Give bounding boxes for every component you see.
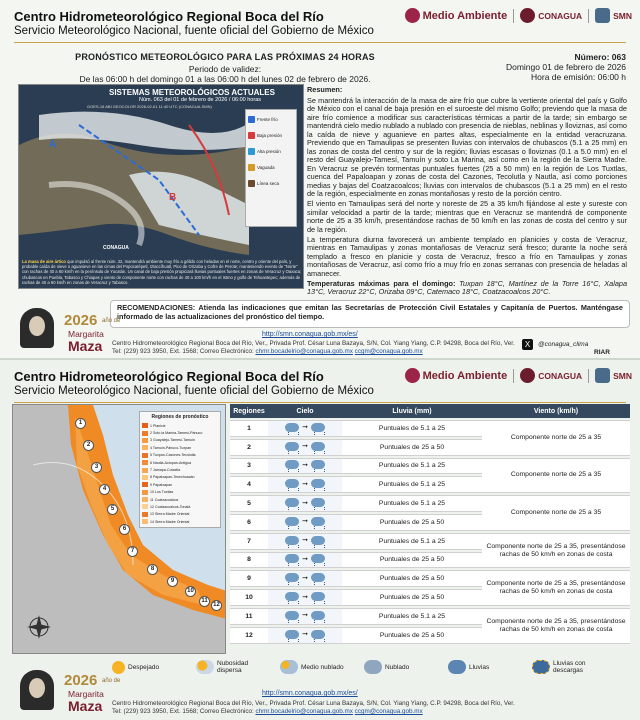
rain-cloud-icon [285,423,299,432]
satellite-legend: Frente frío Baja presión Alta presión Vaguada Línea seca [245,109,297,227]
sky-cell [268,608,342,625]
col-lluvia: Lluvia (mm) [342,404,482,418]
satellite-subtitle: Núm. 063 del 01 de febrero de 2026 / 06:00 horas [139,97,262,103]
rain-cloud-icon [285,611,299,620]
satellite-caption: La masa de aire ártico que impulsó al frente núm. 32, mantendrá ambiente muy frío a gélido con heladas en el norte, centro y oriente del país, y probable caída de nieve o aguanieve en las cimas del Popocatépetl, Iztaccíhuatl, Pico de Orizaba y Cofre de Perote; manteniendo evento de "Norte" con rachas de 40 a 60 km/h en la península de Yucatán. Un canal de baja presión propiciará lluvias puntuales fuertes en zonas de Veracruz y Oaxaca; chubascos en Puebla, Tabasco y Chiapas y viento de componente norte con rachas de 40 a 100 km/h en el Istmo y golfo de Tehuantepec; además de rachas de 40 a 60 km/h en zonas de Veracruz y Tabasco. [22,259,302,285]
satellite-title: SISTEMAS METEOROLÓGICOS ACTUALES [109,88,275,97]
rain-cloud-icon [311,442,325,451]
arrow-icon: ➞ [302,593,308,601]
region-cell: 10 [230,589,268,606]
logos [405,368,632,383]
mostly-cloudy-icon [280,660,298,674]
wind-cell: Componente norte de 25 a 35 [482,458,630,494]
region-cell: 7 [230,533,268,550]
smn-icon [595,368,610,383]
smn-logo: SMN [595,8,632,23]
footer-address: Centro Hidrometeorológico Regional Boca del Río, Ver., Privada Prof. César Luna Bazaya, S/N, Col. Yiang Yiang, C.P. 94298, Boca del Río, Ver. Tel: (229) 923 3950, Ext. 1568; Correo Electrónico: chmr.bocadelrio@conagua.gob.mx ccgm@conagua.gob.mx [112,340,515,355]
rain-cloud-icon [311,573,325,582]
cloud-icon [364,660,382,674]
region-label: 1 [75,418,86,429]
table-row [230,570,630,587]
recommendations: RECOMENDACIONES: Atienda las indicaciones que emitan las Secretarías de Protección Civil Estatales y Capitanía de Puertos. Manténgase informado de las actualizaciones del pronóstico del tiempo. [110,300,630,328]
medio-ambiente-logo: Medio Ambiente [405,8,508,23]
arrow-icon: ➞ [302,631,308,639]
region-cell: 6 [230,514,268,531]
sky-cell [268,420,342,437]
region-cell: 11 [230,608,268,625]
region-label: 11 [199,596,210,607]
sky-legend: Despejado Nubosidad dispersa Medio nublado Nublado Lluvias Lluvias con descargas [112,660,610,674]
thunderstorm-icon [532,660,550,674]
satellite-conagua-logo: CONAGUA [103,245,129,251]
wind-cell: Componente norte de 25 a 35 [482,420,630,456]
rain-cloud-icon [285,573,299,582]
region-label: 9 [167,576,178,587]
wind-cell: Componente norte de 25 a 35 [482,495,630,531]
footer-address: Centro Hidrometeorológico Regional Boca del Río, Ver., Privada Prof. César Luna Bazaya, S/N, Col. Yiang Yiang, C.P. 94298, Boca del Río, Ver. Tel: (229) 923 3950, Ext. 1568; Correo Electrónico: chmr.bocadelrio@conagua.gob.mx ccgm@conagua.gob.mx [112,700,515,715]
rain-cell: Puntuales de 25 a 50 [342,627,482,644]
sky-cell [268,476,342,493]
regions-legend: Regiones de pronóstico 1 Planicie 2 Soto la Marina-Tamesí-Pánuco 3 Guayalejo-Tamesí-Tamuín 4 Tamuín-Pánuco-Tuxpan 5 Tuxpan-Cazones-Tecolutla 6 Nautla-Actopan-Antigua 7 Jamapa-Cotaxtla 8 Papaloapan-Tesechoacán 9 Papaloapan 10 Los Tuxtlas 11 Coatzacoalcos 12 Coatzacoalcos-Tonalá 13 Sierra Madre Oriental 14 Sierra Madre Oriental [139,411,221,528]
table-row [230,608,630,625]
rain-cloud-icon [311,479,325,488]
rain-cell: Puntuales de 5.1 a 25 [342,458,482,475]
sky-cell [268,533,342,550]
arrow-icon: ➞ [302,574,308,582]
wind-cell: Componente norte de 25 a 35, presentándose rachas de 50 km/h en zonas de costa [482,570,630,606]
region-label: 6 [119,524,130,535]
region-cell: 8 [230,552,268,569]
rain-cloud-icon [311,460,325,469]
bulletin-validity: Periodo de validez: De las 06:00 h del domingo 01 a las 06:00 h del lunes 02 de febrero de 2026. [79,64,371,84]
region-label: 7 [127,546,138,557]
summary: Resumen: Se mantendrá la interacción de la masa de aire frío que cubre la vertiente oriental del país y Golfo de México con el canal de baja presión en el suroeste del mismo Golfo; previendo que la masa de aire frío comience a modificar sus características térmicas a partir de la tarde; sin embargo se mantendrá cielo medio nublado a nublado con presencia de nieblas, neblinas y lloviznas, así como la caída de nieve y aguanieve en partes altas, especialmente en la entidad veracruzana. Previendo que en Tamaulipas se presenten lluvias con intervalos de chubascos (5.1 a 25 mm) en las zonas de costa del centro y sur de la región; lluvias escasas o lloviznas (0.1 a 5.0 mm) en el resto del Guayalejo-Tamesí, Tamuín y soto La Marina, así como en la región de la Sierra Madre. En Veracruz se prevén tormentas puntuales fuertes (25 a 50 mm) en la región de Los Tuxtlas, cuenca del Papaloapan y zonas de costa del Cazones, Tecolutla y Nautla, así como porciones medias y bajas del Coatzacoalcos; lluvias con intervalos de chubascos (5.1 a 25 mm) en el resto de la región, especialmente en zonas montañosas y resto de la porción centro. El viento en Tamaulipas será del norte y noreste de 25 a 35 km/h fijándose al este y sureste con similar velocidad a partir de la tarde; mientras que en Veracruz se mantendrá de componente norte de 25 a 35 km/h, presentándose rachas de 50 km/h en las zonas de costa del centro y sur de la región. La temperatura diurna favorecerá un ambiente templado en planicies y costa de Veracruz, mientras en Tamaulipas y zonas montañosas de Veracruz será fresco; durante la noche será templado a fresco en planicie y costa de Veracruz, fresco a frío en Tamaulipas y zonas montañosas de Veracruz, así como frío a muy frío en zonas serranas con presencia de heladas al amanecer. Temperaturas máximas para el domingo: Tuxpan 18°C, Martínez de la Torre 16°C, Xalapa 13°C, Veracruz 22°C, Orizaba 09°C, Catemaco 18°C, Coatzacoalcos 20°C. [307,85,628,296]
region-cell: 12 [230,627,268,644]
rain-cloud-icon [285,536,299,545]
arrow-icon: ➞ [302,480,308,488]
rain-cloud-icon [311,423,325,432]
region-label: 10 [185,586,196,597]
sky-cell [268,439,342,456]
rain-cell: Puntuales de 25 a 50 [342,570,482,587]
rain-cell: Puntuales de 5.1 a 25 [342,495,482,512]
table-row [230,533,630,550]
email-link[interactable]: ccgm@conagua.gob.mx [354,348,423,355]
sky-cell [268,552,342,569]
margarita-maza-portrait [20,308,54,348]
svg-text:A: A [49,139,57,150]
arrow-icon: ➞ [302,424,308,432]
rain-cloud-icon [285,498,299,507]
x-icon[interactable]: X [522,339,533,350]
footer-year: 2026 [64,312,98,329]
sun-icon [112,661,125,674]
table-row [230,495,630,512]
smn-link[interactable]: http://smn.conagua.gob.mx/es/ [262,690,358,697]
sky-cell [268,495,342,512]
sky-cell [268,514,342,531]
rain-cell: Puntuales de 5.1 a 25 [342,608,482,625]
smn-icon [595,8,610,23]
riar-label: RIAR [594,349,610,356]
arrow-icon: ➞ [302,461,308,469]
rain-cloud-icon [311,611,325,620]
region-cell: 4 [230,476,268,493]
col-regiones: Regiones [230,404,268,418]
arrow-icon: ➞ [302,537,308,545]
region-cell: 9 [230,570,268,587]
email-link[interactable]: ccgm@conagua.gob.mx [354,708,423,715]
medio-ambiente-logo: Medio Ambiente [405,368,508,383]
region-label: 5 [107,504,118,515]
region-cell: 5 [230,495,268,512]
col-cielo: Cielo [268,404,342,418]
rain-cloud-icon [311,498,325,507]
rain-cell: Puntuales de 5.1 a 25 [342,476,482,493]
rain-cell: Puntuales de 25 a 50 [342,439,482,456]
arrow-icon: ➞ [302,443,308,451]
sky-cell [268,589,342,606]
region-cell: 3 [230,458,268,475]
smn-logo: SMN [595,368,632,383]
rain-cell: Puntuales de 25 a 50 [342,552,482,569]
bulletin-page-1: Centro Hidrometeorológico Regional Boca del Río Servicio Meteorológico Nacional, fuente oficial del Gobierno de México Medio Ambiente CONAGUA SMN PRONÓSTICO METEOROLÓGICO PARA LAS PRÓXIMAS 24 HORAS Periodo de validez: De las 06:00 h del domingo 01 a las 06:00 h del lunes 02 de febrero de 2026. Número: 063 Domingo 01 de febrero de 2026 Hora de emisión: 06:00 h A B SISTEMAS METEOROLÓGICOS ACTUALES Núm. 063 del 01 de febrero de 2026 / 06:00 horas GOES-16 ABI GEOCOLOR 2026-02-01 11:40 UTC (CONAGUA-SMN) Frente frío Baja presión Alta presión Vaguada Línea seca CONAGUA La masa de aire ártico que impulsó al frente núm. 32, mantendrá ambiente muy frío a gélido con heladas en el norte, centro y oriente del país, y probable caída de nieve o aguanieve en las cimas del Popocatépetl, Iztaccíhuatl, Pico de Orizaba y Cofre de Perote; manteniendo evento de "Norte" con rachas de 40 a 60 km/h en la península de Yucatán. Un canal de baja presión propiciará lluvias puntuales fuertes en zonas de Veracruz y Oaxaca; chubascos en Puebla, Tabasco y Chiapas y viento de componente norte con rachas de 40 a 100 km/h en el Istmo y golfo de Tehuantepec; además de rachas de 40 a 60 km/h en zonas de Veracruz y Tabasco. Resumen: Se mantendrá la interacción de la masa de aire frío que cubre la vertiente oriental del país y Golfo de México con el canal de baja presión en el suroeste del mismo Golfo; previendo que la masa de aire frío comience a modificar sus características térmicas a partir de la tarde; sin embargo se mantendrá cielo medio nublado a nublado con presencia de nieblas, neblinas y lloviznas, así como la caída de nieve y aguanieve en partes altas, especialmente en la entidad veracruzana. Previendo que en Tamaulipas se presenten lluvias con intervalos de chubascos (5.1 a 25 mm) en las zonas de costa del centro y sur de la región; lluvias escasas o lloviznas (0.1 a 5.0 mm) en el resto del Guayalejo-Tamesí, Tamuín y soto La Marina, así como en la región de la Sierra Madre. En Veracruz se prevén tormentas puntuales fuertes (25 a 50 mm) en la región de Los Tuxtlas, cuenca del Papaloapan y zonas de costa del Cazones, Tecolutla y Nautla, así como porciones medias y bajas del Coatzacoalcos; lluvias con intervalos de chubascos (5.1 a 25 mm) en el resto de la región, especialmente en zonas montañosas y resto de la porción centro. El viento en Tamaulipas será del norte y noreste de 25 a 35 km/h fijándose al este y sureste con similar velocidad a partir de la tarde; mientras que en Veracruz se mantendrá de componente norte de 25 a 35 km/h, presentándose rachas de 50 km/h en las zonas de costa del centro y sur de la región. La temperatura diurna favorecerá un ambiente templado en planicies y costa de Veracruz, mientras en Tamaulipas y zonas montañosas de Veracruz será fresco; durante la noche será templado a fresco en planicie y costa de Veracruz, fresco a frío en Tamaulipas y zonas montañosas de Veracruz, así como frío a muy frío en zonas serranas con presencia de heladas al amanecer. Temperaturas máximas para el domingo: Tuxpan 18°C, Martínez de la Torre 16°C, Xalapa 13°C, Veracruz 22°C, Orizaba 09°C, Catemaco 18°C, Coatzacoalcos 20°C. RECOMENDACIONES: Atienda las indicaciones que emitan las Secretarías de Protección Civil Estatales y Capitanía de Puertos. Manténgase informado de las actualizaciones del pronóstico del tiempo. 2026 año de Margarita Maza http://smn.conagua.gob.mx/es/ Centro Hidrometeorológico Regional Boca del Río, Ver., Privada Prof. César Luna Bazaya, S/N, Col. Yiang Yiang, C.P. 94298, Boca del Río, Ver. Tel: (229) 923 3950, Ext. 1568; Correo Electrónico: chmr.bocadelrio@conagua.gob.mx ccgm@conagua.gob.mx X @conagua_clima RIAR [0,0,640,360]
forecast-table [230,402,630,646]
satellite-image [18,84,304,289]
arrow-icon: ➞ [302,612,308,620]
partly-cloudy-icon [196,660,214,674]
region-cell: 1 [230,420,268,437]
bulletin-number: Número: 063 Domingo 01 de febrero de 2026 Hora de emisión: 06:00 h [505,52,626,82]
svg-text:B: B [169,192,177,203]
region-label: 12 [211,600,222,611]
smn-link[interactable]: http://smn.conagua.gob.mx/es/ [262,331,358,338]
rain-cell: Puntuales de 5.1 a 25 [342,533,482,550]
header-divider [14,42,626,43]
conagua-icon [520,368,535,383]
rain-cell: Puntuales de 5.1 a 25 [342,420,482,437]
region-cell: 2 [230,439,268,456]
conagua-logo: CONAGUA [520,8,582,23]
arrow-icon: ➞ [302,518,308,526]
email-link[interactable]: chmr.bocadelrio@conagua.gob.mx [255,348,353,355]
arrow-icon: ➞ [302,555,308,563]
rain-cloud-icon [285,442,299,451]
col-viento: Viento (km/h) [482,404,630,418]
rain-cloud-icon [311,630,325,639]
table-row [230,458,630,475]
x-handle[interactable]: @conagua_clima [538,341,589,348]
regions-map [12,404,226,654]
medio-ambiente-icon [405,368,420,383]
bulletin-title: PRONÓSTICO METEOROLÓGICO PARA LAS PRÓXIMAS 24 HORAS [75,52,375,62]
rain-icon [448,660,466,674]
rain-cloud-icon [311,517,325,526]
wind-cell: Componente norte de 25 a 35, presentándose rachas de 50 km/h en zonas de costa [482,608,630,644]
region-label: 8 [147,564,158,575]
rain-cloud-icon [311,536,325,545]
rain-cloud-icon [285,460,299,469]
email-link[interactable]: chmr.bocadelrio@conagua.gob.mx [255,708,353,715]
satellite-strip: GOES-16 ABI GEOCOLOR 2026-02-01 11:40 UTC (CONAGUA-SMN) [87,104,212,109]
footer-year: 2026 [64,672,98,689]
rain-cloud-icon [285,517,299,526]
wind-cell: Componente norte de 25 a 35, presentándose rachas de 50 km/h en zonas de costa [482,533,630,569]
header-title: Centro Hidrometeorológico Regional Boca del Río [14,369,324,384]
header-subtitle: Servicio Meteorológico Nacional, fuente oficial del Gobierno de México [14,385,374,397]
header-title: Centro Hidrometeorológico Regional Boca del Río [14,9,324,24]
sky-cell [268,458,342,475]
table-row [230,420,630,437]
conagua-icon [520,8,535,23]
rain-cloud-icon [311,554,325,563]
rain-cloud-icon [285,479,299,488]
medio-ambiente-icon [405,8,420,23]
rain-cloud-icon [285,554,299,563]
rain-cloud-icon [285,630,299,639]
rain-cloud-icon [311,592,325,601]
region-label: 4 [99,484,110,495]
rain-cell: Puntuales de 25 a 50 [342,589,482,606]
header-subtitle: Servicio Meteorológico Nacional, fuente oficial del Gobierno de México [14,25,374,37]
conagua-logo: CONAGUA [520,368,582,383]
margarita-maza-portrait [20,670,54,710]
region-label: 2 [83,440,94,451]
arrow-icon: ➞ [302,499,308,507]
sky-cell [268,627,342,644]
rain-cell: Puntuales de 25 a 50 [342,514,482,531]
rain-cloud-icon [285,592,299,601]
sky-cell [268,570,342,587]
logos [405,8,632,23]
region-label: 3 [91,462,102,473]
